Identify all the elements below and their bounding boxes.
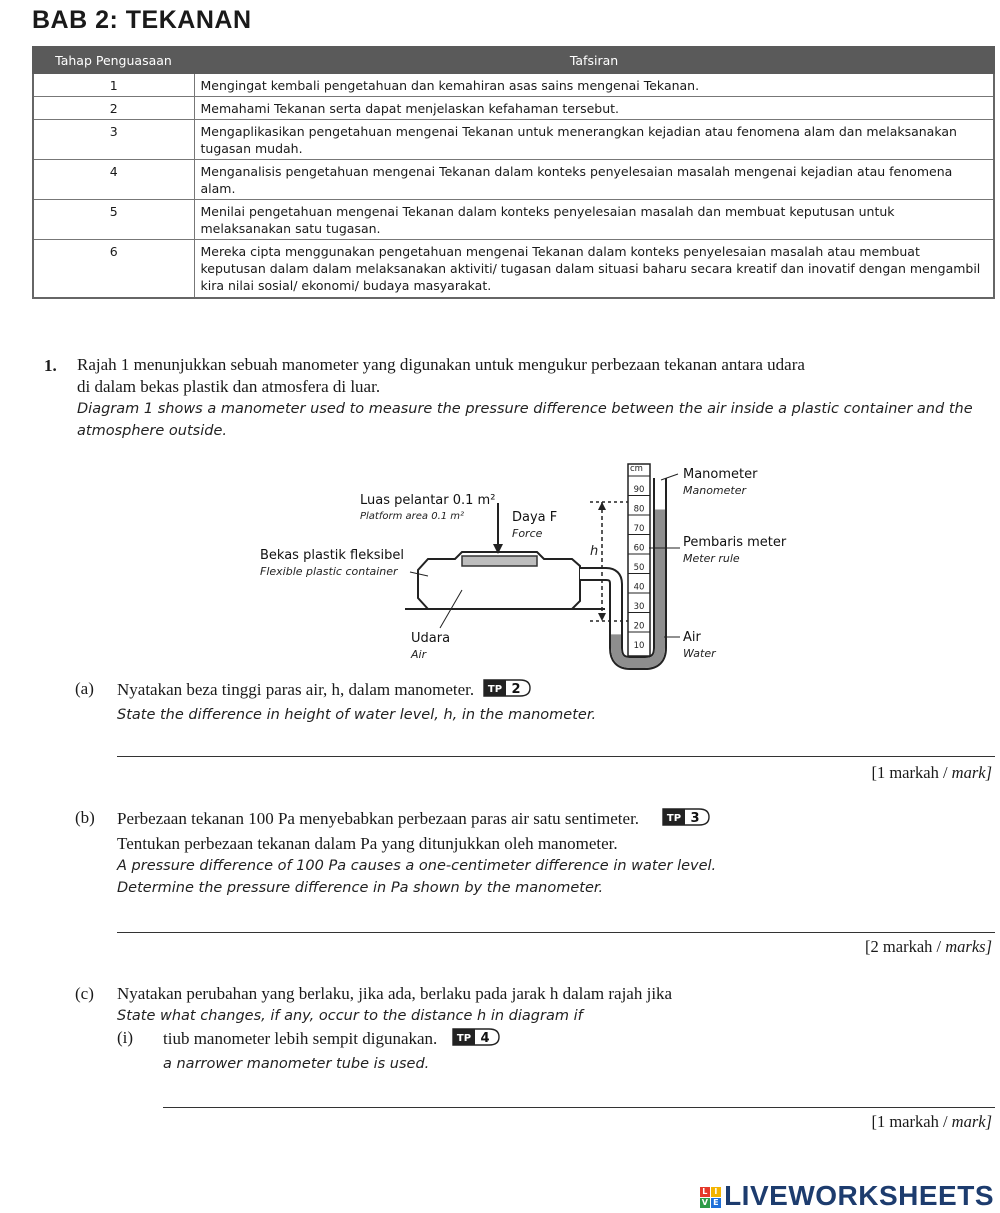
rule-tick-label: 60: [633, 543, 645, 554]
level-cell: 5: [33, 200, 194, 240]
manometer-label-en: Manometer: [683, 484, 747, 497]
rule-tick-label: 90: [633, 485, 645, 495]
manometer-diagram: [250, 458, 810, 678]
table-row: [33, 240, 994, 298]
part-b-text-ms: Tentukan perbezaan tekanan dalam Pa yang ditunjukkan oleh manometer.: [117, 834, 618, 853]
interpretation-cell: Mengingat kembali pengetahuan dan kemahiran asas sains mengenai Tekanan.: [194, 73, 994, 97]
part-c-text-ms: Nyatakan perubahan yang berlaku, jika ada, berlaku pada jarak h dalam rajah jika: [117, 984, 673, 1003]
h-arrow-bottom: [598, 613, 606, 621]
logo-block: I: [711, 1187, 721, 1197]
table-header-interpretation: Tafsiran: [194, 47, 994, 73]
tp-badge: [482, 678, 532, 704]
platform-label-ms: Luas pelantar 0.1 m²: [360, 493, 496, 508]
mark-a: [1 markah / mark]: [871, 763, 992, 782]
svg-text:TP: TP: [457, 1033, 472, 1044]
logo-block: L: [700, 1187, 710, 1197]
rule-tick-label: 30: [633, 602, 645, 612]
part-b-text-ms: Perbezaan tekanan 100 Pa menyebabkan perbezaan paras air satu sentimeter.: [117, 808, 640, 828]
answer-line-a[interactable]: [117, 756, 995, 757]
force-label-en: Force: [512, 527, 543, 540]
rule-tick-label: 40: [633, 582, 645, 593]
rule-tick-label: 50: [633, 563, 645, 573]
force-label-ms: Daya F: [512, 510, 558, 525]
part-a-text-ms: Nyatakan beza tinggi paras air, h, dalam manometer.: [117, 679, 475, 699]
water-label-en: Water: [683, 647, 716, 660]
part-a-text-en: State the difference in height of water level, h, in the manometer.: [117, 707, 597, 723]
part-b-text-en: Determine the pressure difference in Pa shown by the manometer.: [117, 880, 604, 896]
question-stem: [77, 354, 997, 442]
answer-line-c-i[interactable]: [163, 1107, 995, 1108]
interpretation-cell: Menilai pengetahuan mengenai Tekanan dalam konteks penyelesaian masalah dan membuat keputusan untuk melaksanakan satu tugasan.: [194, 200, 994, 240]
svg-text:TP: TP: [488, 684, 503, 695]
part-c-i: [163, 1027, 963, 1075]
rule-tick-label: 70: [633, 524, 645, 534]
interpretation-cell: Menganalisis pengetahuan mengenai Tekanan dalam konteks penyelesaian masalah mengenai kejadian atau fenomena alam.: [194, 160, 994, 200]
rule-label-ms: Pembaris meter: [683, 535, 787, 550]
svg-text:TP: TP: [666, 813, 682, 824]
level-cell: 3: [33, 120, 194, 160]
svg-text:3: 3: [690, 811, 700, 826]
part-c-text-en: State what changes, if any, occur to the distance h in diagram if: [117, 1008, 583, 1024]
page-title: BAB 2: TEKANAN: [32, 6, 252, 34]
tp-badge: [451, 1027, 501, 1053]
h-label: h: [590, 544, 599, 559]
level-cell: 6: [33, 240, 194, 298]
part-c: [117, 983, 977, 1027]
answer-line-b[interactable]: [117, 932, 995, 933]
part-b-text-en: A pressure difference of 100 Pa causes a one-centimeter difference in water level.: [117, 858, 717, 874]
interpretation-cell: Mengaplikasikan pengetahuan mengenai Tekanan untuk menerangkan kejadian atau fenomena alam dan melaksanakan tugasan mudah.: [194, 120, 994, 160]
logo-blocks-icon: [700, 1187, 722, 1209]
part-b: [117, 807, 977, 899]
platform-label-en: Platform area 0.1 m²: [360, 511, 465, 522]
table-row: [33, 120, 994, 160]
question-number: 1.: [44, 356, 57, 375]
level-cell: 1: [33, 73, 194, 97]
scale-unit: cm: [630, 464, 643, 474]
svg-text:2: 2: [511, 682, 521, 697]
manometer-leader: [661, 474, 678, 480]
level-cell: 4: [33, 160, 194, 200]
question-text-en: atmosphere outside.: [77, 423, 227, 439]
question-text-ms: Rajah 1 menunjukkan sebuah manometer yang digunakan untuk mengukur perbezaan tekanan antara udara: [77, 355, 805, 374]
logo-block: E: [711, 1198, 721, 1208]
brand-name: LIVEWORKSHEETS: [724, 1180, 994, 1211]
table-header-level: Tahap Penguasaan: [33, 47, 194, 73]
platform: [462, 556, 537, 566]
part-a-label: (a): [75, 679, 94, 698]
table-row: [33, 97, 994, 120]
rule-tick-label: 10: [633, 641, 645, 651]
air-label-ms: Udara: [411, 631, 451, 646]
mark-b: [2 markah / marks]: [865, 937, 992, 956]
h-arrow-top: [598, 502, 606, 510]
table-row: [33, 160, 994, 200]
interpretation-cell: Memahami Tekanan serta dapat menjelaskan kefahaman tersebut.: [194, 97, 994, 120]
part-c-i-text-ms: tiub manometer lebih sempit digunakan.: [163, 1028, 438, 1048]
container-label-ms: Bekas plastik fleksibel: [260, 548, 405, 563]
mark-c: [1 markah / mark]: [871, 1112, 992, 1131]
part-c-i-text-en: a narrower manometer tube is used.: [163, 1056, 430, 1072]
liveworksheets-logo: [700, 1180, 994, 1212]
part-c-i-label: (i): [117, 1028, 134, 1047]
question-text-en: Diagram 1 shows a manometer used to measure the pressure difference between the air inside a plastic container and the: [77, 401, 973, 417]
container-label-en: Flexible plastic container: [260, 565, 398, 578]
manometer-label-ms: Manometer: [683, 467, 758, 482]
table-row: [33, 200, 994, 240]
mastery-level-table: [32, 46, 995, 299]
table-row: [33, 73, 994, 97]
part-c-label: (c): [75, 984, 94, 1003]
interpretation-cell: Mereka cipta menggunakan pengetahuan mengenai Tekanan dalam konteks penyelesaian masalah atau membuat keputusan dalam dalam melaksanakan aktiviti/ tugasan dalam situasi baharu secara kreatif dan inovatif dengan mengambil kira nilai sosial/ ekonomi/ budaya masyarakat.: [194, 240, 994, 298]
rule-tick-label: 20: [633, 621, 645, 632]
question-text-ms: di dalam bekas plastik dan atmosfera di luar.: [77, 377, 381, 396]
tp-badge: [661, 807, 711, 833]
water-label-ms: Air: [683, 630, 701, 645]
air-label-en: Air: [411, 648, 427, 661]
part-b-label: (b): [75, 808, 95, 827]
rule-tick-label: 80: [633, 504, 645, 515]
level-cell: 2: [33, 97, 194, 120]
rule-label-en: Meter rule: [683, 552, 740, 565]
svg-text:4: 4: [480, 1031, 490, 1046]
logo-block: V: [701, 1197, 709, 1207]
part-a: [117, 678, 977, 726]
